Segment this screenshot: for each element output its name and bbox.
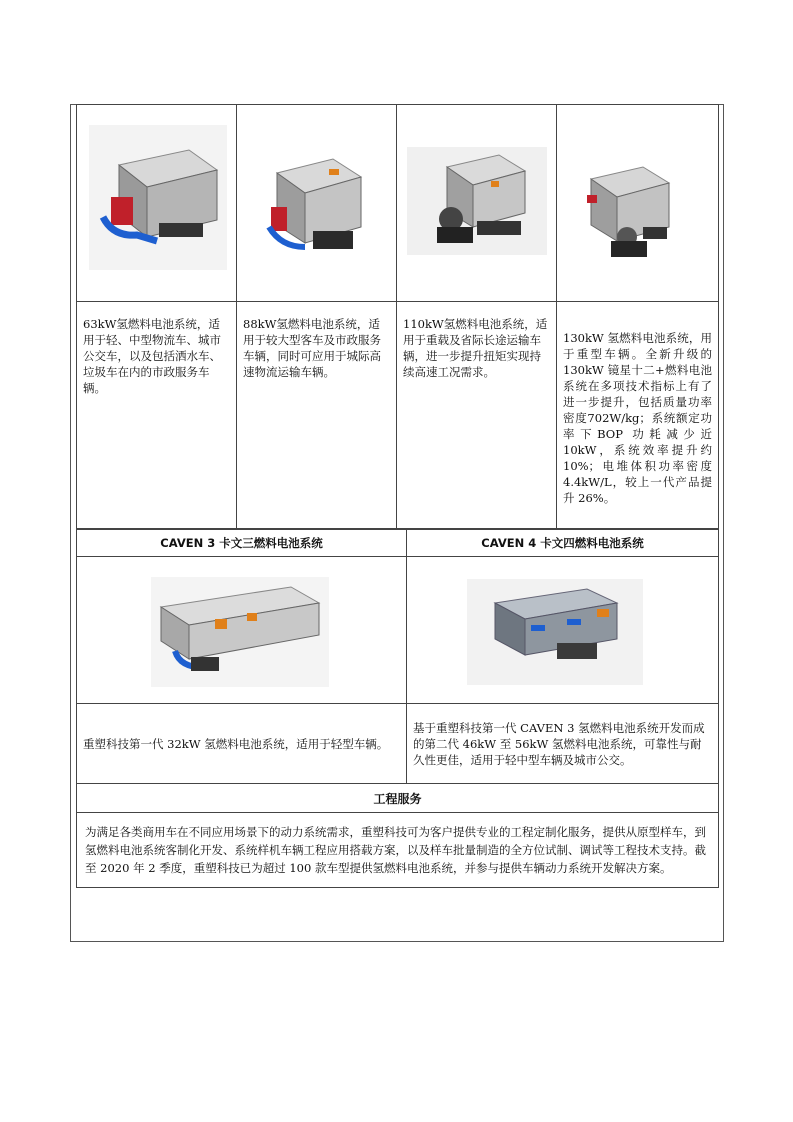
product-image-cell bbox=[77, 105, 237, 302]
product-desc: 88kW氢燃料电池系统，适用于较大型客车及市政服务车辆，同时可应用于城际高速物流运输车辆。 bbox=[243, 317, 381, 379]
product-desc-cell bbox=[77, 302, 237, 529]
product-desc-cell bbox=[237, 302, 397, 529]
product-desc: 130kW 氢燃料电池系统，用于重型车辆。全新升级的 130kW 镜星十二+燃料电池系统在多项技术指标上有了进一步提升，包括质量功率密度702W/kg；系统额定功率下BOP 功耗减少近 10kW，系统效率提升约 10%；电堆体积功率密度4.4kW/L，较上一代产品提升 26%。 bbox=[563, 331, 712, 505]
product-desc-cell bbox=[397, 302, 557, 529]
product-image-cell bbox=[397, 105, 557, 302]
product-image-cell bbox=[557, 105, 719, 302]
caven4-image-cell bbox=[407, 557, 719, 704]
caven3-title: CAVEN 3 卡文三燃料电池系统 bbox=[77, 530, 407, 557]
caven4-title: CAVEN 4 卡文四燃料电池系统 bbox=[407, 530, 719, 557]
caven3-image bbox=[151, 577, 329, 687]
fuel-cell-110kw-image bbox=[407, 147, 547, 255]
caven4-image bbox=[467, 579, 643, 685]
caven3-desc: 重塑科技第一代 32kW 氢燃料电池系统，适用于轻型车辆。 bbox=[77, 704, 407, 784]
product-desc: 110kW氢燃料电池系统，适用于重载及省际长途运输车辆，进一步提升扭矩实现持续高速工况需求。 bbox=[403, 317, 548, 379]
fuel-cell-88kw-image bbox=[263, 143, 371, 261]
caven4-desc: 基于重塑科技第一代 CAVEN 3 氢燃料电池系统开发而成的第二代 46kW 至 56kW 氢燃料电池系统，可靠性与耐久性更佳，适用于轻中型车辆及城市公交。 bbox=[407, 704, 719, 784]
fuel-cell-63kw-image bbox=[89, 125, 227, 270]
service-title: 工程服务 bbox=[77, 784, 719, 813]
product-desc: 63kW氢燃料电池系统，适用于轻、中型物流车、城市公交车，以及包括洒水车、垃圾车在内的市政服务车辆。 bbox=[83, 317, 221, 395]
service-body: 为满足各类商用车在不同应用场景下的动力系统需求，重塑科技可为客户提供专业的工程定制化服务，提供从原型样车，到氢燃料电池系统客制化开发、系统样机车辆工程应用搭载方案，以及样车批量制造的全方位试制、调试等工程技术支持。截至 2020 年 2 季度，重塑科技已为超过 100 款车型提供氢燃料电池系统，并参与提供车辆动力系统开发解决方案。 bbox=[77, 813, 719, 888]
product-desc-cell bbox=[557, 302, 719, 529]
product-table bbox=[76, 104, 718, 888]
fuel-cell-130kw-image bbox=[581, 155, 675, 267]
product-image-cell bbox=[237, 105, 397, 302]
caven3-image-cell bbox=[77, 557, 407, 704]
